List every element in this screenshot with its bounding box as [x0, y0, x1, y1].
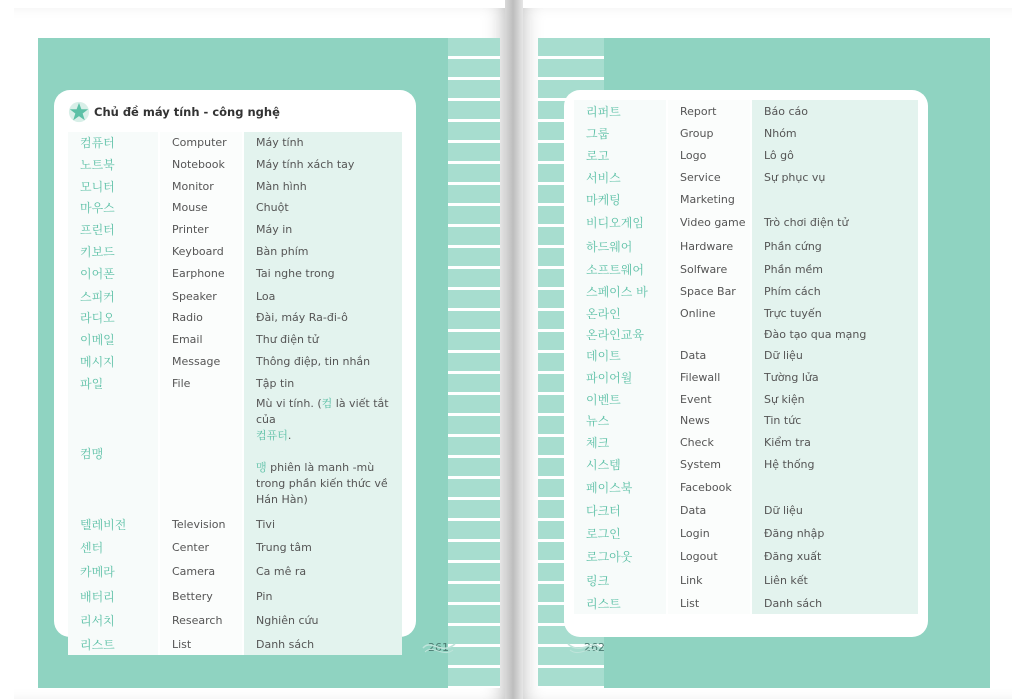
korean-word: 페이스북 [574, 476, 667, 499]
vietnamese-meaning: Báo cáo [751, 100, 918, 122]
right-vocab-card [564, 90, 928, 637]
vietnamese-meaning [243, 394, 402, 512]
left-page [14, 8, 510, 699]
vietnamese-meaning: Kiểm tra [751, 431, 918, 453]
korean-word: 데이트 [574, 345, 667, 366]
table-row [574, 144, 918, 166]
table-row [68, 633, 402, 655]
english-word: Facebook [667, 476, 751, 499]
korean-word: 프린터 [68, 218, 159, 240]
vietnamese-meaning: Dữ liệu [751, 345, 918, 366]
english-word: Earphone [159, 262, 243, 285]
table-row [574, 499, 918, 522]
english-word: Television [159, 512, 243, 536]
star-icon [68, 101, 90, 123]
korean-word: 카메라 [68, 559, 159, 584]
table-row [68, 153, 402, 175]
english-word: Marketing [667, 188, 751, 210]
table-row [68, 240, 402, 262]
definition-text: là viết tắt của [256, 397, 389, 426]
korean-word: 라디오 [68, 307, 159, 328]
korean-word: 마우스 [68, 197, 159, 218]
table-row [574, 388, 918, 410]
korean-word: 파일 [68, 372, 159, 394]
vietnamese-meaning: Ca mê ra [243, 559, 402, 584]
table-row [574, 545, 918, 568]
english-word: Computer [159, 132, 243, 153]
english-word: Online [667, 303, 751, 324]
definition-text: . [287, 429, 292, 442]
english-word: Monitor [159, 175, 243, 197]
english-word: Group [667, 122, 751, 144]
table-row [574, 592, 918, 614]
table-row [68, 197, 402, 218]
vietnamese-meaning [751, 476, 918, 499]
vietnamese-meaning: Tập tin [243, 372, 402, 394]
korean-word: 이어폰 [68, 262, 159, 285]
english-word: List [667, 592, 751, 614]
english-word: Check [667, 431, 751, 453]
korean-word: 비디오게임 [574, 210, 667, 235]
table-row [68, 285, 402, 307]
korean-word: 이메일 [68, 328, 159, 350]
english-word: Hardware [667, 235, 751, 258]
english-word: Keyboard [159, 240, 243, 262]
highlight-korean: 컴 [321, 397, 333, 410]
definition-text: phiên là manh -mù trong phần kiến thức về Hán Hàn) [256, 461, 388, 506]
korean-word: 시스템 [574, 453, 667, 476]
english-word: Space Bar [667, 280, 751, 303]
table-row [68, 536, 402, 559]
english-word: Link [667, 568, 751, 592]
vietnamese-meaning: Tường lửa [751, 366, 918, 388]
table-row [68, 175, 402, 197]
korean-word: 노트북 [68, 153, 159, 175]
table-row [68, 350, 402, 372]
english-word: Logout [667, 545, 751, 568]
korean-word: 이벤트 [574, 388, 667, 410]
korean-word: 뉴스 [574, 410, 667, 431]
left-page-stripes [448, 38, 500, 688]
korean-word: 리스트 [574, 592, 667, 614]
korean-word: 리퍼트 [574, 100, 667, 122]
vietnamese-meaning [751, 188, 918, 210]
vietnamese-meaning: Chuột [243, 197, 402, 218]
english-word: List [159, 633, 243, 655]
vietnamese-meaning: Đăng xuất [751, 545, 918, 568]
table-row [574, 100, 918, 122]
left-vocab-card [54, 90, 416, 652]
korean-word: 로그인 [574, 522, 667, 545]
english-word: Filewall [667, 366, 751, 388]
vietnamese-meaning: Nghiên cứu [243, 608, 402, 633]
right-vocab-table [574, 100, 918, 614]
table-row [68, 608, 402, 633]
table-row [68, 262, 402, 285]
table-row [574, 476, 918, 499]
korean-word: 메시지 [68, 350, 159, 372]
korean-word: 키보드 [68, 240, 159, 262]
korean-word: 링크 [574, 568, 667, 592]
table-row [574, 345, 918, 366]
vietnamese-meaning: Pin [243, 584, 402, 608]
topic-header [68, 100, 280, 124]
korean-word: 다크터 [574, 499, 667, 522]
table-row [574, 366, 918, 388]
english-word: News [667, 410, 751, 431]
table-row [574, 410, 918, 431]
english-word: Report [667, 100, 751, 122]
table-row [574, 303, 918, 324]
english-word: Radio [159, 307, 243, 328]
table-row [68, 307, 402, 328]
korean-word: 서비스 [574, 166, 667, 188]
vietnamese-meaning: Đài, máy Ra-đi-ô [243, 307, 402, 328]
table-row [574, 324, 918, 345]
table-row [574, 431, 918, 453]
vietnamese-meaning: Tai nghe trong [243, 262, 402, 285]
english-word: Notebook [159, 153, 243, 175]
english-word: Logo [667, 144, 751, 166]
vietnamese-meaning: Loa [243, 285, 402, 307]
table-row [574, 280, 918, 303]
english-word: Service [667, 166, 751, 188]
english-word-empty [159, 394, 243, 512]
korean-word: 온라인 [574, 303, 667, 324]
vietnamese-meaning: Nhóm [751, 122, 918, 144]
vietnamese-meaning: Sự phục vụ [751, 166, 918, 188]
english-word: Data [667, 499, 751, 522]
table-row [68, 372, 402, 394]
page-number-left: 261 [428, 641, 449, 654]
korean-word: 텔레비전 [68, 512, 159, 536]
korean-word: 컴맹 [68, 394, 159, 512]
korean-word: 하드웨어 [574, 235, 667, 258]
table-row [574, 568, 918, 592]
korean-word: 로그아웃 [574, 545, 667, 568]
table-row [574, 210, 918, 235]
english-word: Email [159, 328, 243, 350]
left-vocab-table [68, 132, 402, 655]
table-row [68, 132, 402, 153]
english-word: Printer [159, 218, 243, 240]
korean-word: 온라인교육 [574, 324, 667, 345]
vietnamese-meaning: Phần cứng [751, 235, 918, 258]
korean-word: 그룹 [574, 122, 667, 144]
korean-word: 리서치 [68, 608, 159, 633]
vietnamese-meaning: Hệ thống [751, 453, 918, 476]
korean-word: 리스트 [68, 633, 159, 655]
table-row [574, 122, 918, 144]
swirl-icon [564, 634, 604, 658]
table-row [68, 559, 402, 584]
english-word: Camera [159, 559, 243, 584]
vietnamese-meaning: Liên kết [751, 568, 918, 592]
table-row [574, 166, 918, 188]
vietnamese-meaning: Thông điệp, tin nhắn [243, 350, 402, 372]
english-word: Bettery [159, 584, 243, 608]
english-word: Login [667, 522, 751, 545]
vietnamese-meaning: Dữ liệu [751, 499, 918, 522]
vietnamese-meaning: Lô gô [751, 144, 918, 166]
table-row [574, 188, 918, 210]
vietnamese-meaning: Trực tuyến [751, 303, 918, 324]
vietnamese-meaning: Máy in [243, 218, 402, 240]
vietnamese-meaning: Phím cách [751, 280, 918, 303]
vietnamese-meaning: Phần mềm [751, 258, 918, 280]
table-row [68, 218, 402, 240]
english-word: Message [159, 350, 243, 372]
vietnamese-meaning: Máy tính xách tay [243, 153, 402, 175]
vietnamese-meaning: Máy tính [243, 132, 402, 153]
vietnamese-meaning: Danh sách [243, 633, 402, 655]
definition-text: Mù vi tính. ( [256, 397, 322, 410]
korean-word: 모니터 [68, 175, 159, 197]
table-row [68, 328, 402, 350]
english-word: System [667, 453, 751, 476]
english-word: Video game [667, 210, 751, 235]
page-title: Chủ đề máy tính - công nghệ [94, 105, 280, 119]
table-row-special [68, 394, 402, 512]
vietnamese-meaning: Đào tạo qua mạng [751, 324, 918, 345]
vietnamese-meaning: Đăng nhập [751, 522, 918, 545]
korean-word: 파이어월 [574, 366, 667, 388]
vietnamese-meaning: Trò chơi điện tử [751, 210, 918, 235]
table-row [68, 584, 402, 608]
vietnamese-meaning: Màn hình [243, 175, 402, 197]
korean-word: 스피커 [68, 285, 159, 307]
korean-word: 소프트웨어 [574, 258, 667, 280]
highlight-korean: 컴퓨터 [256, 429, 288, 442]
table-row [574, 453, 918, 476]
swirl-icon [419, 634, 459, 658]
english-word: Speaker [159, 285, 243, 307]
vietnamese-meaning: Trung tâm [243, 536, 402, 559]
table-row [574, 522, 918, 545]
korean-word: 마케팅 [574, 188, 667, 210]
right-page [516, 8, 1012, 699]
book-spine [505, 0, 523, 699]
english-word: Solfware [667, 258, 751, 280]
highlight-korean: 맹 [256, 461, 267, 474]
english-word [667, 324, 751, 345]
vietnamese-meaning: Sự kiện [751, 388, 918, 410]
table-row [574, 235, 918, 258]
english-word: Mouse [159, 197, 243, 218]
korean-word: 컴퓨터 [68, 132, 159, 153]
vietnamese-meaning: Thư điện tử [243, 328, 402, 350]
table-row [574, 258, 918, 280]
korean-word: 로고 [574, 144, 667, 166]
korean-word: 센터 [68, 536, 159, 559]
english-word: File [159, 372, 243, 394]
english-word: Data [667, 345, 751, 366]
korean-word: 배터리 [68, 584, 159, 608]
english-word: Research [159, 608, 243, 633]
korean-word: 스페이스 바 [574, 280, 667, 303]
page-number-right: 262 [584, 641, 605, 654]
english-word: Center [159, 536, 243, 559]
english-word: Event [667, 388, 751, 410]
vietnamese-meaning: Bàn phím [243, 240, 402, 262]
vietnamese-meaning: Tin tức [751, 410, 918, 431]
vietnamese-meaning: Tivi [243, 512, 402, 536]
vietnamese-meaning: Danh sách [751, 592, 918, 614]
korean-word: 체크 [574, 431, 667, 453]
table-row [68, 512, 402, 536]
